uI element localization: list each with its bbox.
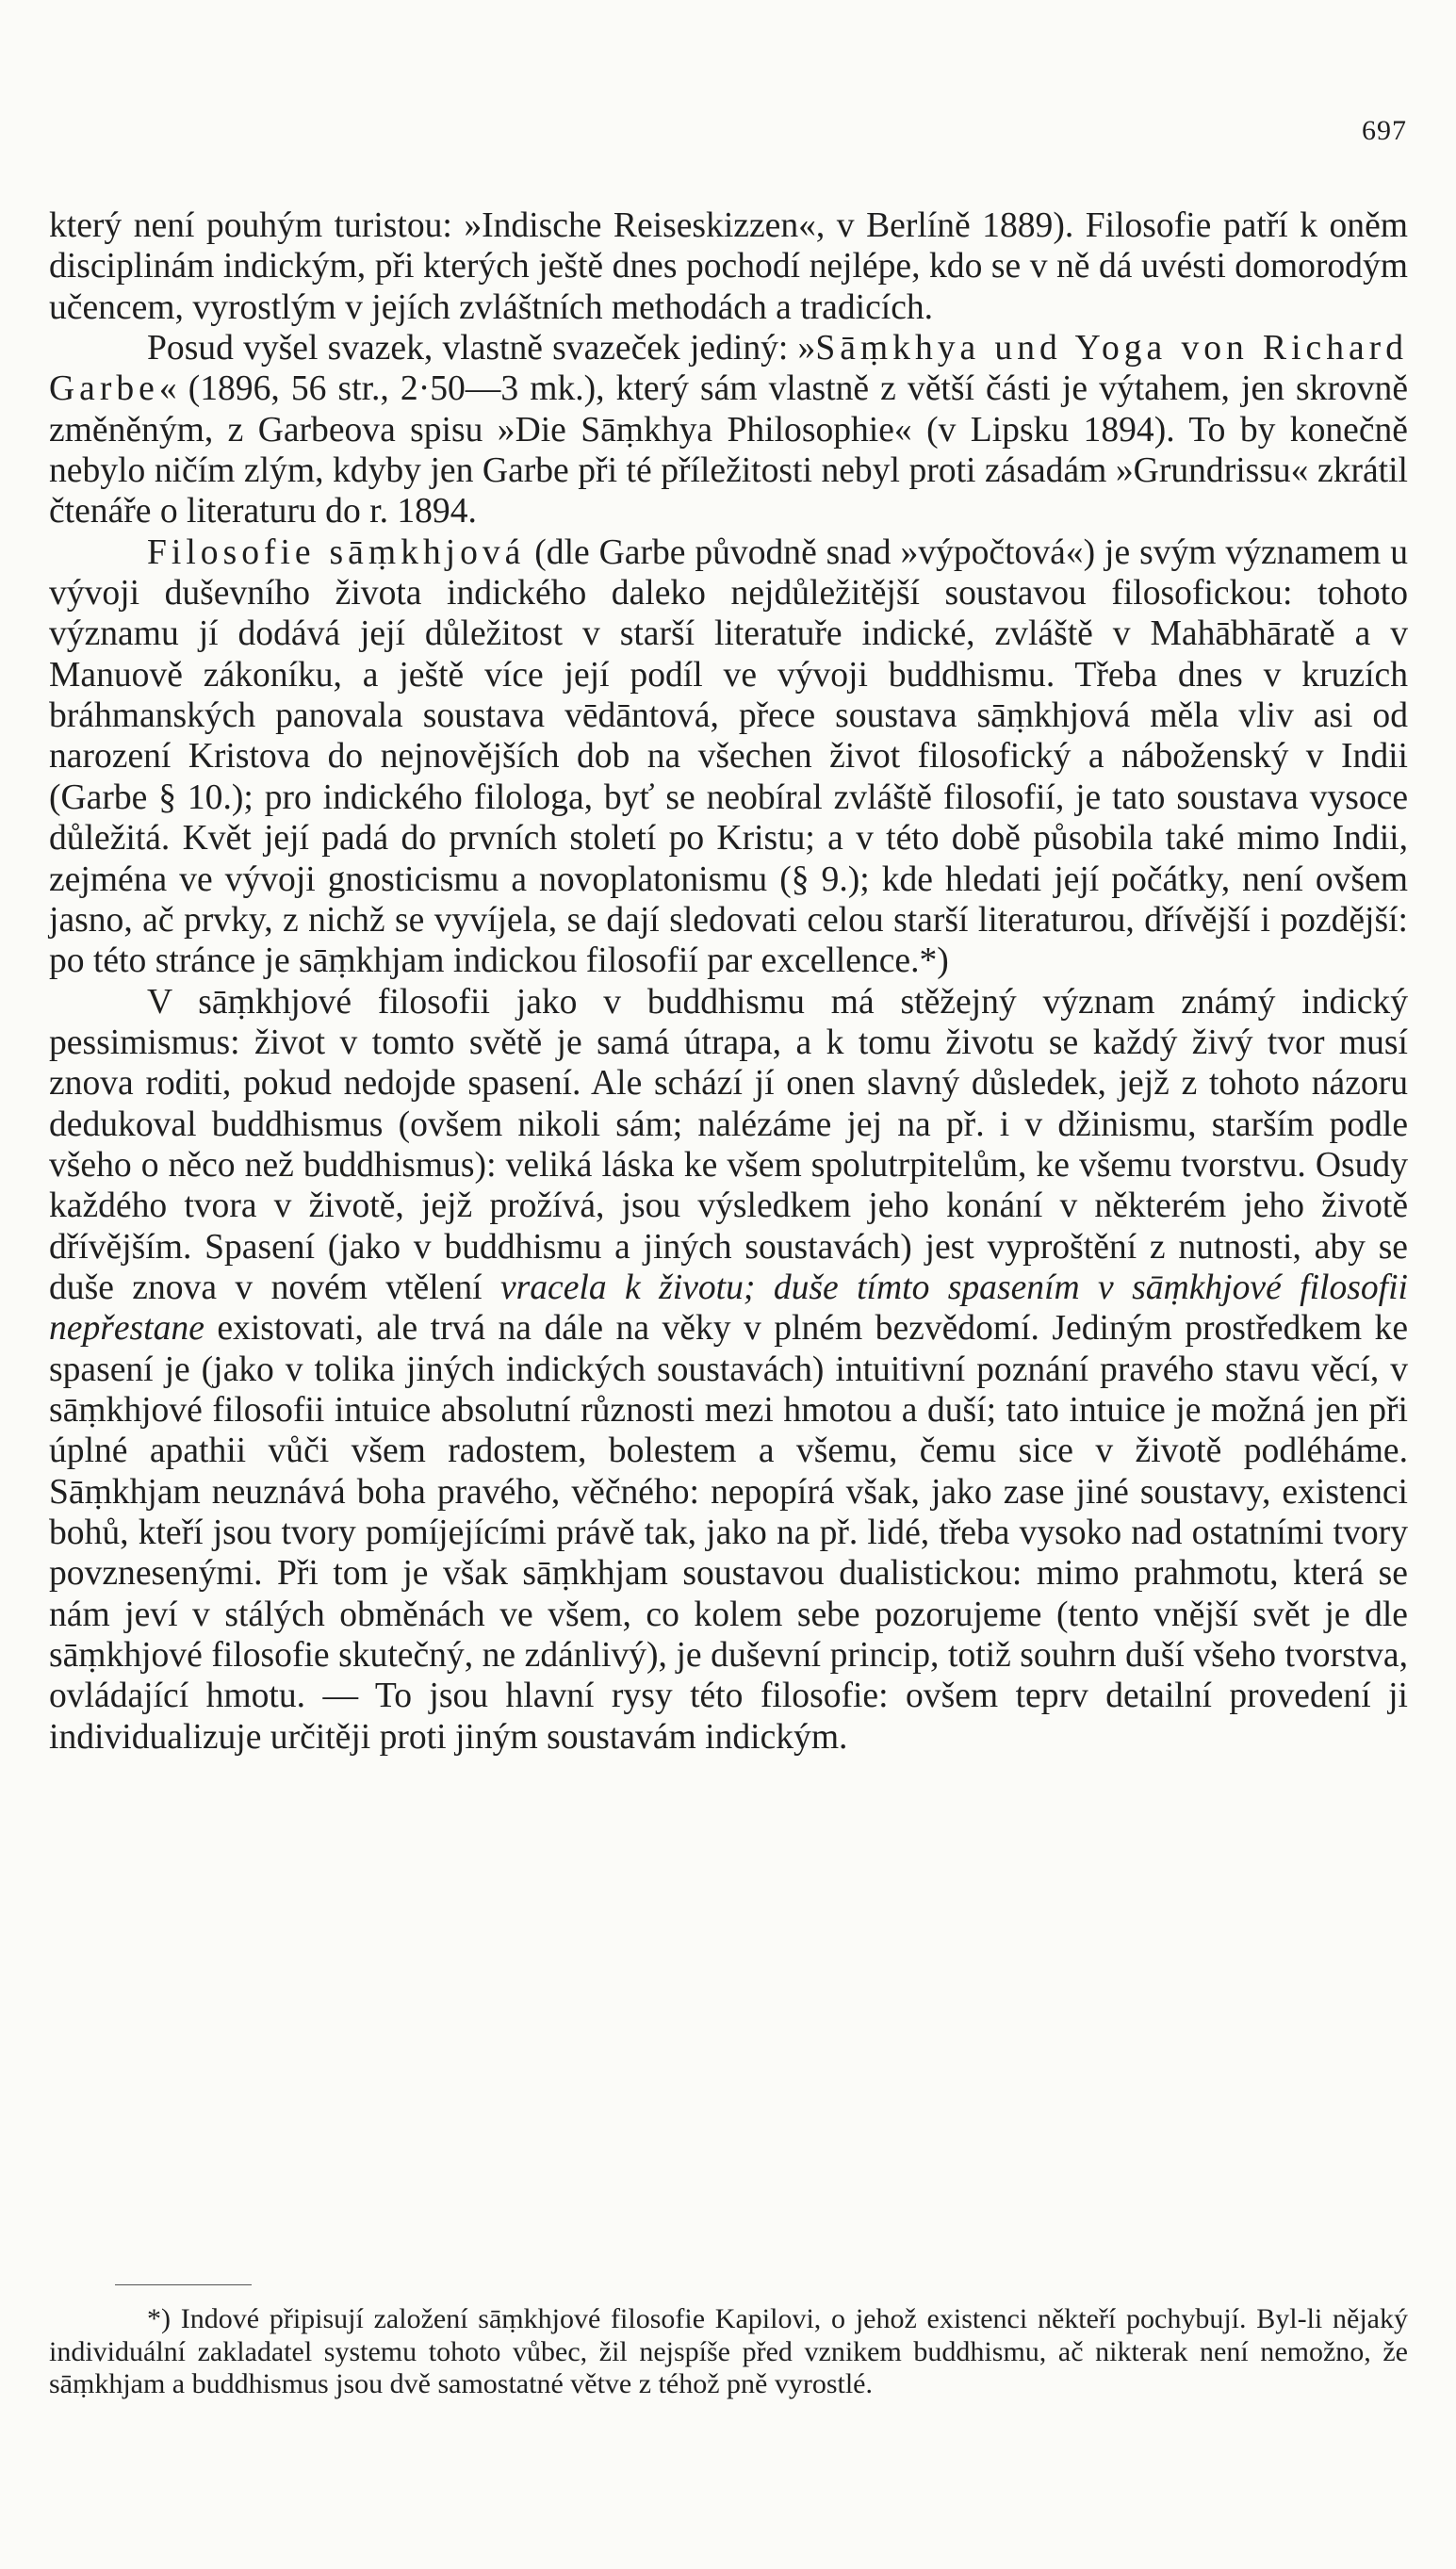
paragraph-4 (49, 982, 1408, 1759)
spaced-heading: Filosofie sāṃkhjová (147, 532, 526, 572)
footnote-rule (115, 2284, 252, 2285)
text-run: existovati, ale trvá na dále na věky v plném bezvědomí. Jediným prostředkem ke spasení je (jako v tolika jiných indických soustavách) intuitivní poznání pravého stavu věcí, v sāṃkhjové filosofii intuice absolutní různosti mezi hmotou a duší; tato intuice je možná jen při úplné apathii vůči všem radostem, bolestem a všemu, čemu sice v životě podléháme. Sāṃkhjam neuznává boha pravého, věčného: nepopírá však, jako zase jiné soustavy, existenci bohů, kteří jsou tvory pomíjejícími právě tak, jako na př. lidé, třeba vysoko nad ostatními tvory povznesenými. Při tom je však sāṃkhjam soustavou dualistickou: mimo prahmotu, která se nám jeví v stálých obměnách ve všem, co kolem sebe pozorujeme (tento vnější svět je dle sāṃkhjové filosofie skutečný, ne zdánlivý), je duševní princip, totiž souhrn duší všeho tvorstva, ovládající hmotu. — To jsou hlavní rysy této filosofie: ovšem teprv detailní provedení ji individualizuje určitěji proti jiným soustavám indickým. (49, 1309, 1408, 1757)
text-run: (dle Garbe původně snad »výpočtová«) je svým významem u vývoji duševního života indického daleko nejdůležitější soustavou filosofickou: tohoto významu jí dodává její důležitost v starší literatuře indické, zvláště v Mahābhāratě a v Manuově zákoníku, a ještě více její podíl ve vývoji buddhismu. Třeba dnes v kruzích bráhmanských panovala soustava vēdāntová, přece soustava sāṃkhjová měla vliv asi od narození Kristova do nejnovějších dob na všechen život filosofický a náboženský v Indii (Garbe § 10.); pro indického filologa, byť se neobíral zvláště filosofií, je tato soustava vysoce důležitá. Květ její padá do prvních století po Kristu; a v této době působila také mimo Indii, zejména ve vývoji gnosticismu a novoplatonismu (§ 9.); kde hledati její počátky, není ovšem jasno, ač prvky, z nichž se vyvíjela, se dají sledovati celou starší literaturou, dřívější i pozdější: po této stránce je sāṃkhjam indickou filosofií par excellence.*) (49, 532, 1408, 981)
paragraph-1 (49, 205, 1408, 328)
text-run: který není pouhým turistou: »Indische Reiseskizzen«, v Berlíně 1889). Filosofie patří k oněm disciplinám indickým, při kterých ještě dnes pochodí nejlépe, kdo se v ně dá uvésti domorodým učencem, vyrostlým v jejích zvláštních methodách a tradicích. (49, 206, 1408, 327)
main-text (49, 205, 1408, 1758)
text-run: « (1896, 56 str., 2·50—3 mk.), který sám vlastně z větší části je výtahem, jen skrovně změněným, z Garbeova spisu »Die Sāṃkhya Philosophie« (v Lipsku 1894). To by konečně nebylo ničím zlým, kdyby jen Garbe při té příležitosti nebyl proti zásadám »Grundrissu« zkrátil čtenáře o literaturu do r. 1894. (49, 369, 1408, 532)
spaced-title: Sāṃkhya und Yoga von Richard Garbe (49, 329, 1408, 409)
page-number: 697 (1362, 115, 1407, 146)
italic-run: vracela k životu; duše tímto spasením v sāṃkhjové filosofii nepřestane (49, 1268, 1408, 1349)
paragraph-3 (49, 532, 1408, 982)
footnote-text: *) Indové připisují založení sāṃkhjové filosofie Kapilovi, o jehož existenci někteří pochybují. Byl-li nějaký individuální zakladatel systemu tohoto vůbec, žil nejspíše před vznikem buddhismu, ač nikterak není nemožno, že sāṃkhjam a buddhismus jsou dvě samostatné větve z téhož pně vyrostlé. (49, 2303, 1408, 2399)
paragraph-2 (49, 328, 1408, 532)
text-run: V sāṃkhjové filosofii jako v buddhismu má stěžejný význam známý indický pessimismus: život v tomto světě je samá útrapa, a k tomu životu se každý živý tvor musí znova roditi, pokud nedojde spasení. Ale schází jí onen slavný důsledek, jejž z tohoto názoru dedukoval buddhismus (ovšem nikoli sám; nalézáme jej na př. i v džinismu, starším podle všeho o něco než buddhismus): veliká láska ke všem spolutrpitelům, ke všemu tvorstvu. Osudy každého tvora v životě, jejž prožívá, jsou výsledkem jeho konání v některém jeho životě dřívějším. Spasení (jako v buddhismu a jiných soustavách) jest vyproštění z nutnosti, aby se duše znova v novém vtělení (49, 982, 1408, 1307)
text-run: Posud vyšel svazek, vlastně svazeček jediný: » (147, 329, 816, 368)
footnote (49, 2303, 1408, 2401)
